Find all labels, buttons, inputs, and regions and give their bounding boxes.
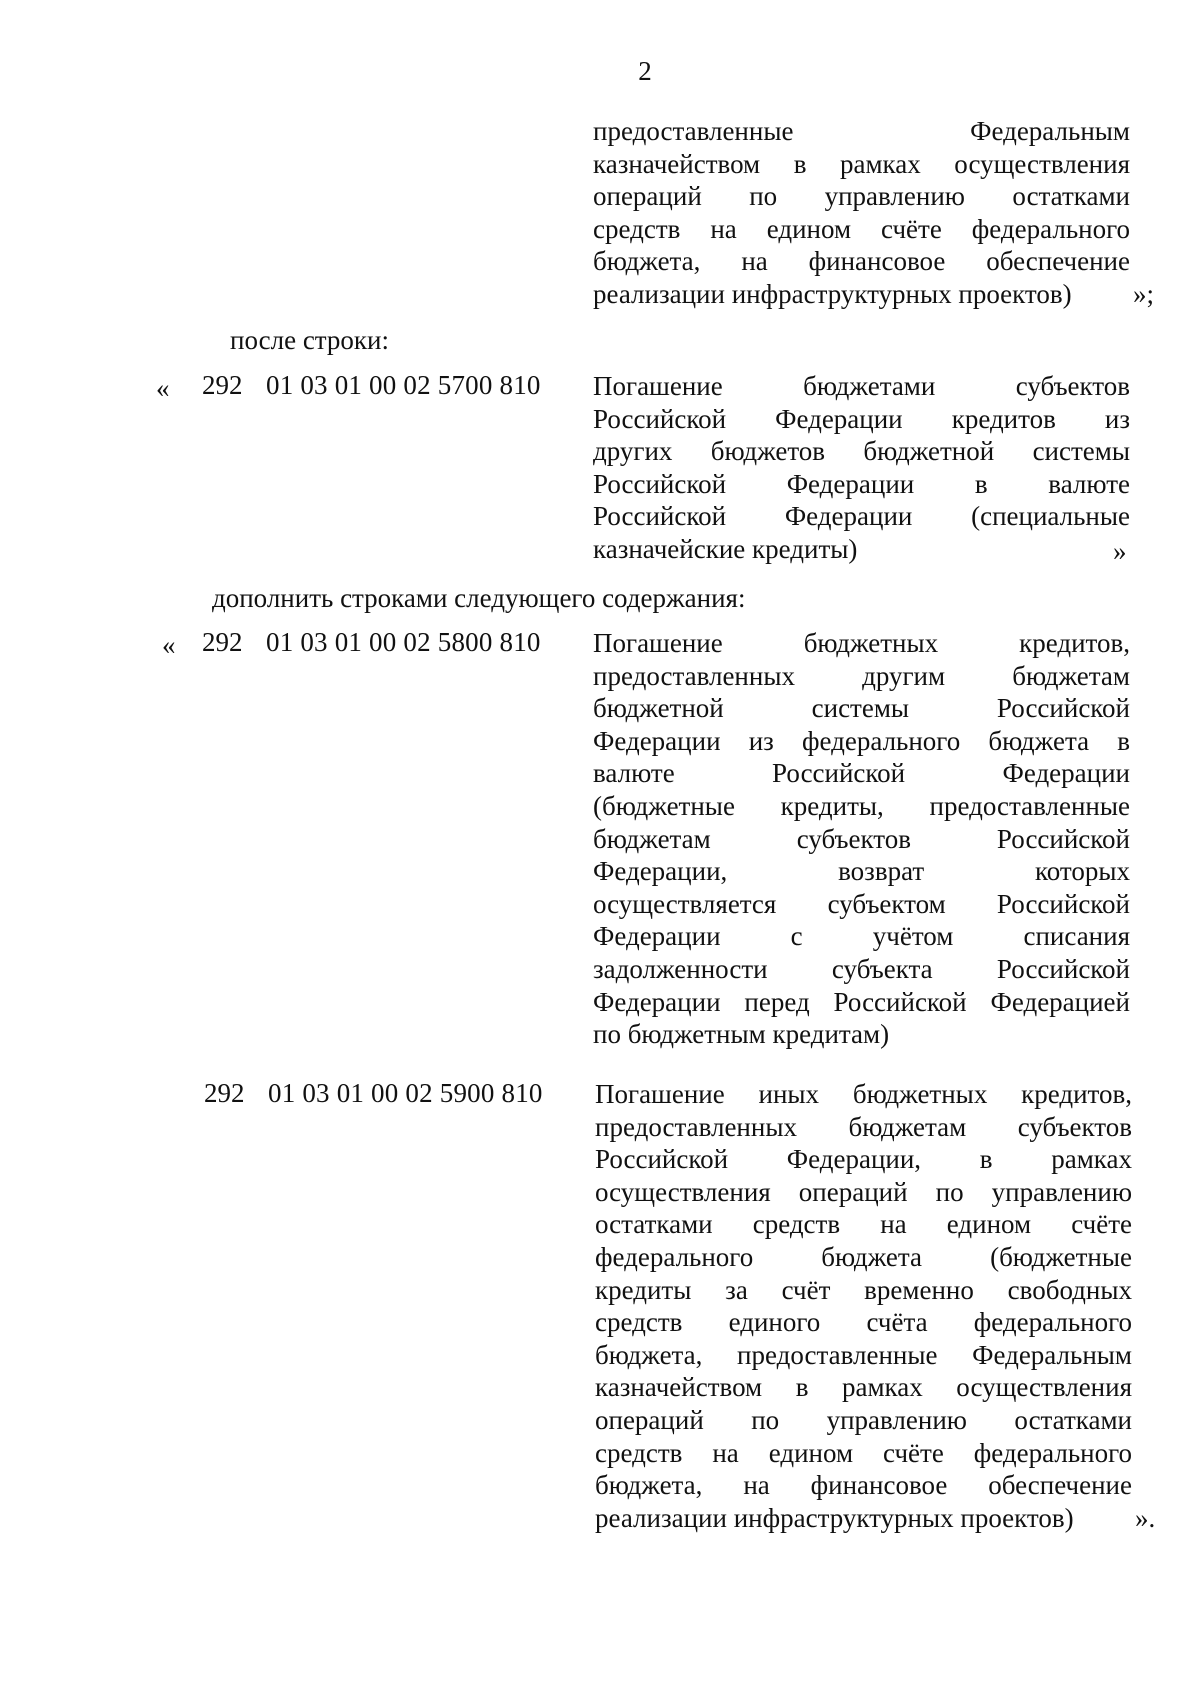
opening-quote: « (162, 630, 176, 660)
description-line: (бюджетные кредиты, предоставленные (593, 790, 1130, 821)
description-line: бюджетной системы Российской (593, 693, 1130, 724)
kbk-code: 01 03 01 00 02 5800 810 (266, 627, 541, 657)
kbk-code: 01 03 01 00 02 5700 810 (266, 370, 541, 400)
closing-quote: »; (1133, 279, 1155, 309)
continuation-description (593, 115, 1130, 311)
description-line: Российской Федерации, в рамках (595, 1144, 1132, 1175)
description-line: Федерации перед Российской Федерацией (593, 986, 1130, 1017)
kbk-code: 01 03 01 00 02 5900 810 (268, 1078, 543, 1108)
description-line: реализации инфраструктурных проектов) (593, 278, 1072, 309)
description-line: кредиты за счёт временно свободных (595, 1274, 1132, 1305)
description-line: Российской Федерации кредитов из (593, 403, 1130, 434)
description-line: средств единого счёта федерального (595, 1307, 1132, 1338)
description-line: предоставленные Федеральным (593, 116, 1130, 146)
row-description (595, 1078, 1132, 1534)
description-line: задолженности субъекта Российской (593, 953, 1130, 984)
description-line: предоставленных другим бюджетам (593, 660, 1130, 691)
description-line: бюджетам субъектов Российской (593, 823, 1130, 854)
description-line: Федерации из федерального бюджета в (593, 725, 1130, 756)
opening-quote: « (156, 373, 170, 403)
description-line: осуществления операций по управлению (595, 1176, 1132, 1207)
description-line: бюджета, на финансовое обеспечение (595, 1470, 1132, 1501)
description-line: бюджета, предоставленные Федеральным (595, 1339, 1132, 1370)
admin-code: 292 (202, 627, 243, 657)
description-line: казначейские кредиты) (593, 533, 858, 564)
description-line: предоставленных бюджетам субъектов (595, 1111, 1132, 1142)
description-line: Российской Федерации в валюте (593, 468, 1130, 499)
description-line: Российской Федерации (специальные (593, 501, 1130, 532)
admin-code: 292 (202, 370, 243, 400)
closing-quote: » (1113, 536, 1127, 566)
closing-quote: ». (1135, 1503, 1156, 1533)
note-after-row: после строки: (230, 325, 389, 355)
description-line: Погашение бюджетами субъектов (593, 371, 1130, 401)
description-line: средств на едином счёте федерального (595, 1437, 1132, 1468)
description-line: валюте Российской Федерации (593, 758, 1130, 789)
page-number: 2 (638, 56, 652, 86)
description-line: средств на едином счёте федерального (593, 213, 1130, 244)
row-description (593, 370, 1130, 566)
description-line: Федерации с учётом списания (593, 921, 1130, 952)
admin-code: 292 (204, 1078, 245, 1108)
description-line: осуществляется субъектом Российской (593, 888, 1130, 919)
description-line: реализации инфраструктурных проектов) (595, 1502, 1074, 1533)
note-add-rows: дополнить строками следующего содержания: (212, 583, 746, 613)
row-description (593, 627, 1130, 1051)
description-line: Погашение бюджетных кредитов, (593, 628, 1130, 658)
description-line: по бюджетным кредитам) (593, 1019, 890, 1050)
description-line: операций по управлению остатками (593, 181, 1130, 212)
description-line: казначейством в рамках осуществления (593, 148, 1130, 179)
description-line: федерального бюджета (бюджетные (595, 1241, 1132, 1272)
description-line: Федерации, возврат которых (593, 856, 1130, 887)
description-line: остатками средств на едином счёте (595, 1209, 1132, 1240)
description-line: других бюджетов бюджетной системы (593, 436, 1130, 467)
description-line: казначейством в рамках осуществления (595, 1372, 1132, 1403)
description-line: бюджета, на финансовое обеспечение (593, 246, 1130, 277)
description-line: операций по управлению остатками (595, 1404, 1132, 1435)
description-line: Погашение иных бюджетных кредитов, (595, 1079, 1132, 1109)
